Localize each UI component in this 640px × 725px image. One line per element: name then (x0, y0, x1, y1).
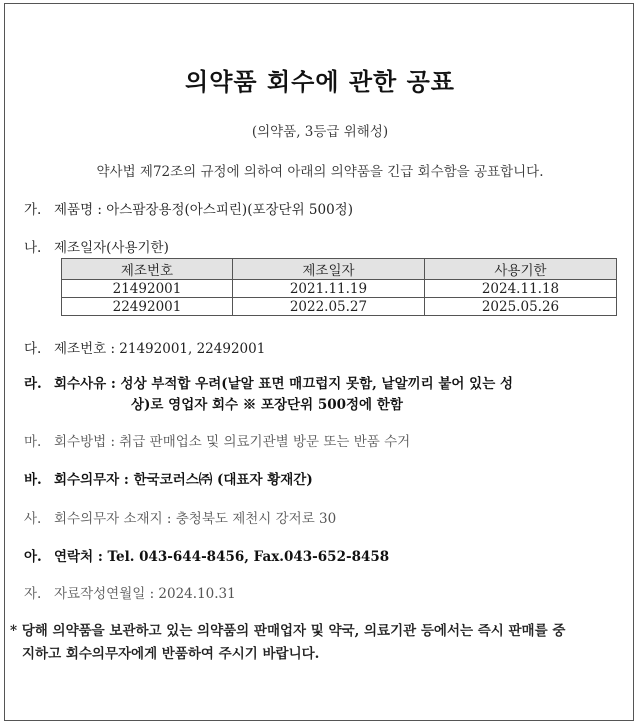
item-product-name (24, 198, 353, 218)
lot-table (61, 258, 617, 316)
item-lot-numbers (24, 337, 265, 357)
table-row (62, 298, 617, 316)
item-marker: 가. (24, 202, 42, 218)
item-text: 회수사유 : 성상 부적합 우려(낱알 표면 매끄럽지 못함, 낱알끼리 붙어 있는 성 (54, 376, 513, 392)
item-marker: 마. (24, 434, 42, 450)
cell-expiry: 2025.05.26 (424, 298, 616, 316)
item-text: 자료작성연월일 : 2024.10.31 (54, 586, 236, 602)
item-recall-reason (24, 374, 513, 413)
cell-manufacture-date: 2022.05.27 (232, 298, 424, 316)
note-bullet-icon: * (10, 623, 18, 639)
item-marker: 라. (24, 376, 42, 392)
item-obligor-address (24, 507, 336, 527)
item-text: 회수의무자 : 한국코러스㈜ (대표자 황재간) (54, 472, 313, 488)
item-manufacture-dates (24, 236, 169, 256)
document-subtitle: (의약품, 3등급 위해성) (251, 124, 389, 140)
item-contact (24, 545, 389, 565)
intro-text: 약사법 제72조의 규정에 의하여 아래의 의약품을 긴급 회수함을 공표합니다. (96, 164, 544, 180)
item-text: 제조번호 : 21492001, 22492001 (54, 341, 266, 357)
item-text: 제품명 : 아스팜장용정(아스피린)(포장단위 500정) (54, 202, 353, 218)
column-header-expiry: 사용기한 (424, 259, 616, 280)
item-marker: 나. (24, 240, 42, 256)
document-title: 의약품 회수에 관한 공표 (185, 68, 455, 96)
item-marker: 아. (24, 549, 42, 565)
cell-manufacture-date: 2021.11.19 (232, 280, 424, 298)
item-text: 연락처 : Tel. 043-644-8456, Fax.043-652-8458 (54, 549, 390, 565)
notice-footnote (10, 620, 628, 666)
item-text: 회수의무자 소재지 : 충청북도 제천시 강저로 30 (54, 511, 337, 527)
item-text-continued: 상)로 영업자 회수 ※ 포장단위 500정에 한함 (131, 397, 403, 413)
note-text: 당해 의약품을 보관하고 있는 의약품의 판매업자 및 약국, 의료기관 등에서는 즉시 판매를 중 (21, 623, 566, 639)
column-header-lot: 제조번호 (62, 259, 233, 280)
item-recall-obligor (24, 468, 313, 488)
column-header-manufacture-date: 제조일자 (232, 259, 424, 280)
cell-expiry: 2024.11.18 (424, 280, 616, 298)
document-page (4, 3, 634, 721)
item-text: 제조일자(사용기한) (54, 240, 169, 256)
note-text-continued: 지하고 회수의무자에게 반품하여 주시기 바랍니다. (22, 646, 320, 662)
cell-lot: 21492001 (62, 280, 233, 298)
item-marker: 다. (24, 341, 42, 357)
cell-lot: 22492001 (62, 298, 233, 316)
item-written-date (24, 582, 236, 602)
item-recall-method (24, 430, 410, 450)
table-header-row (62, 259, 617, 280)
item-marker: 바. (24, 472, 42, 488)
item-text: 회수방법 : 취급 판매업소 및 의료기관별 방문 또는 반품 수거 (54, 434, 411, 450)
item-marker: 사. (24, 511, 42, 527)
table-row (62, 280, 617, 298)
item-marker: 자. (24, 586, 42, 602)
